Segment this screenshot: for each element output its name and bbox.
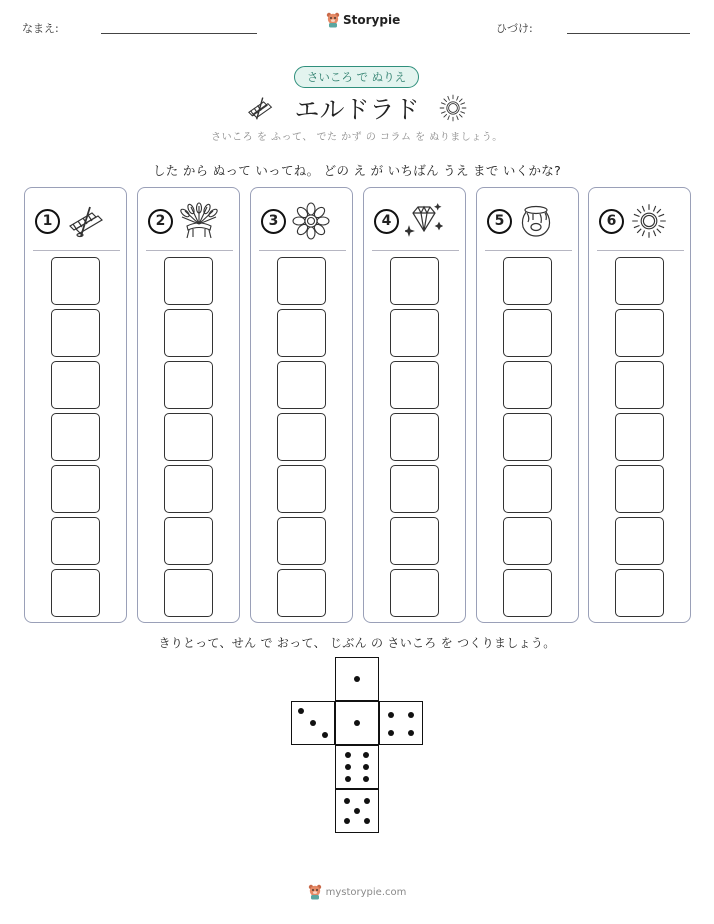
column-1 xyxy=(24,187,127,623)
title-row xyxy=(0,90,714,126)
column-3 xyxy=(250,187,353,623)
color-box[interactable] xyxy=(503,309,552,357)
color-box[interactable] xyxy=(503,517,552,565)
die-pip xyxy=(345,752,351,758)
die-face-4 xyxy=(379,701,423,745)
die-face-3 xyxy=(291,701,335,745)
name-label: なまえ: xyxy=(22,22,59,35)
die-pip xyxy=(408,730,414,736)
sun-icon xyxy=(438,93,468,123)
cut-instruction: きりとって、せん で おって、 じぶん の さいころ を つくりましょう。 xyxy=(158,636,556,650)
die-pip xyxy=(388,730,394,736)
column-divider xyxy=(146,250,233,251)
color-box[interactable] xyxy=(390,309,439,357)
color-box[interactable] xyxy=(615,569,664,617)
color-box[interactable] xyxy=(51,361,100,409)
column-header xyxy=(261,204,343,238)
color-box[interactable] xyxy=(390,361,439,409)
color-box[interactable] xyxy=(51,309,100,357)
column-number: 3 xyxy=(261,209,286,234)
column-number: 1 xyxy=(35,209,60,234)
die-pip xyxy=(345,776,351,782)
color-box[interactable] xyxy=(164,257,213,305)
color-box[interactable] xyxy=(615,413,664,461)
die-pip xyxy=(388,712,394,718)
color-box[interactable] xyxy=(277,361,326,409)
die-pip xyxy=(310,720,316,726)
die-pip xyxy=(364,818,370,824)
column-6 xyxy=(588,187,691,623)
color-box[interactable] xyxy=(390,569,439,617)
color-box[interactable] xyxy=(277,309,326,357)
raft-icon xyxy=(66,204,110,238)
color-box[interactable] xyxy=(503,569,552,617)
color-box[interactable] xyxy=(615,309,664,357)
instruction: した から ぬって いってね。 どの え が いちばん うえ まで いくかな? xyxy=(152,163,562,178)
color-box[interactable] xyxy=(390,465,439,513)
color-box[interactable] xyxy=(277,465,326,513)
column-divider xyxy=(597,250,684,251)
color-box[interactable] xyxy=(615,465,664,513)
die-pip xyxy=(363,776,369,782)
activity-badge: さいころ で ぬりえ xyxy=(294,66,419,88)
color-box[interactable] xyxy=(51,517,100,565)
color-box[interactable] xyxy=(277,413,326,461)
die-pip xyxy=(354,676,360,682)
column-header xyxy=(35,204,117,238)
bear-mascot-icon xyxy=(326,12,340,28)
column-number: 2 xyxy=(148,209,173,234)
die-face-1 xyxy=(335,657,379,701)
column-2 xyxy=(137,187,240,623)
color-box[interactable] xyxy=(390,413,439,461)
die-face-6 xyxy=(335,745,379,789)
sun-icon xyxy=(630,202,668,240)
color-box[interactable] xyxy=(51,465,100,513)
color-box[interactable] xyxy=(615,361,664,409)
column-divider xyxy=(485,250,572,251)
color-box[interactable] xyxy=(277,517,326,565)
color-box[interactable] xyxy=(390,257,439,305)
flower-icon xyxy=(292,202,330,240)
column-number: 4 xyxy=(374,209,399,234)
column-divider xyxy=(372,250,459,251)
die-pip xyxy=(354,720,360,726)
column-number: 6 xyxy=(599,209,624,234)
column-5 xyxy=(476,187,579,623)
color-box[interactable] xyxy=(164,517,213,565)
color-box[interactable] xyxy=(615,257,664,305)
date-line xyxy=(567,33,690,34)
column-header xyxy=(487,204,569,238)
die-pip xyxy=(322,732,328,738)
name-line xyxy=(101,33,257,34)
dice-columns xyxy=(24,187,691,623)
color-box[interactable] xyxy=(390,517,439,565)
color-box[interactable] xyxy=(277,257,326,305)
die-pip xyxy=(298,708,304,714)
footer-url[interactable]: mystorypie.com xyxy=(325,886,407,898)
column-header xyxy=(599,204,681,238)
die-pip xyxy=(363,764,369,770)
color-box[interactable] xyxy=(51,569,100,617)
color-box[interactable] xyxy=(51,257,100,305)
color-box[interactable] xyxy=(503,361,552,409)
color-box[interactable] xyxy=(164,413,213,461)
column-4 xyxy=(363,187,466,623)
die-pip xyxy=(364,798,370,804)
color-box[interactable] xyxy=(503,465,552,513)
color-box[interactable] xyxy=(164,309,213,357)
die-pip xyxy=(344,818,350,824)
die-pip xyxy=(363,752,369,758)
color-box[interactable] xyxy=(51,413,100,461)
color-box[interactable] xyxy=(164,465,213,513)
die-pip xyxy=(408,712,414,718)
headdress-icon xyxy=(179,202,219,240)
column-divider xyxy=(33,250,120,251)
column-divider xyxy=(259,250,346,251)
honey-pot-icon xyxy=(518,203,554,239)
column-header xyxy=(148,204,230,238)
color-box[interactable] xyxy=(503,413,552,461)
die-pip xyxy=(344,798,350,804)
die-face-1 xyxy=(335,701,379,745)
footer xyxy=(0,884,714,900)
bear-mascot-icon xyxy=(308,884,322,900)
color-box[interactable] xyxy=(277,569,326,617)
die-pip xyxy=(354,808,360,814)
column-header xyxy=(374,204,456,238)
subtitle: さいころ を ふって、 でた かず の コラム を ぬりましょう。 xyxy=(211,132,503,143)
color-box[interactable] xyxy=(503,257,552,305)
diamond-icon xyxy=(405,203,443,239)
color-box[interactable] xyxy=(164,361,213,409)
column-number: 5 xyxy=(487,209,512,234)
color-box[interactable] xyxy=(164,569,213,617)
brand-name: Storypie xyxy=(343,13,401,27)
die-pip xyxy=(345,764,351,770)
date-label: ひづけ: xyxy=(496,22,533,35)
brand-logo xyxy=(326,12,400,28)
page-title: エルドラド xyxy=(294,95,420,124)
color-box[interactable] xyxy=(615,517,664,565)
raft-icon xyxy=(246,95,276,121)
die-face-5 xyxy=(335,789,379,833)
